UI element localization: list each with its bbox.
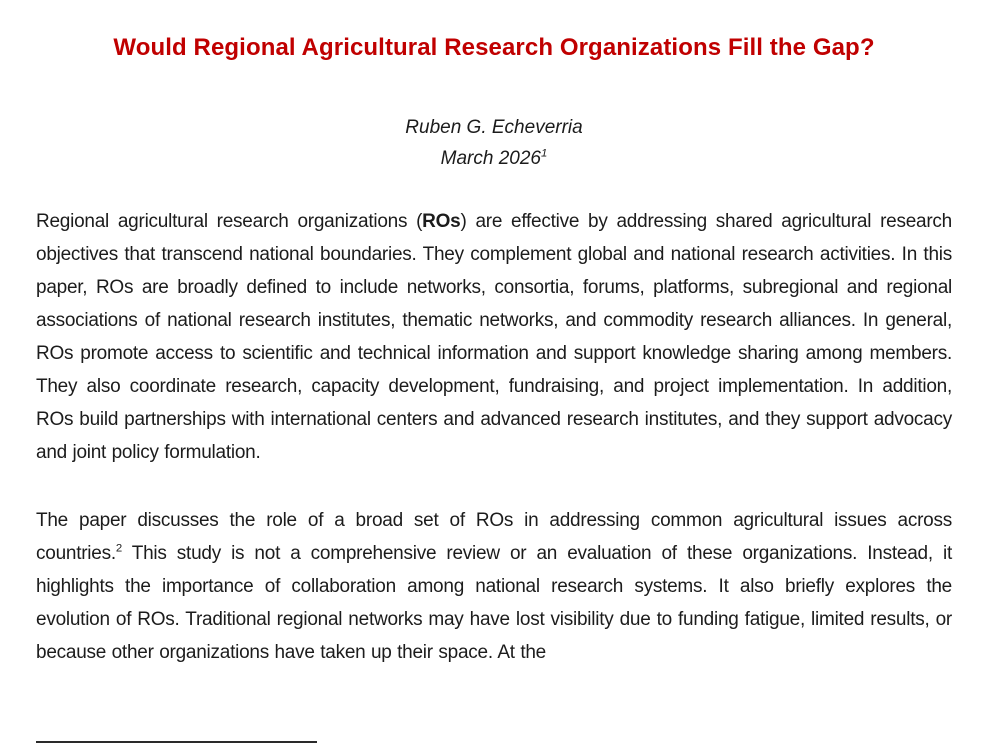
- paper-title: Would Regional Agricultural Research Organizations Fill the Gap?: [113, 34, 875, 61]
- footnote-ref-1: 1: [541, 147, 548, 160]
- publication-date: [36, 143, 952, 174]
- byline: [36, 112, 952, 174]
- footnote-separator: [36, 741, 317, 743]
- paragraph-scope: The paper discusses the role of a broad set of ROs in addressing common agricultural issues across countries.$^2$ This study is not a comprehensive review or an evaluation of these organizations. Instead, it highlights the importance of collaboration among national research systems. It also briefly explores the evolution of ROs. Traditional regional networks may have lost visibility due to funding fatigue, limited results, or because other organizations have taken up their space. At the: [36, 510, 952, 663]
- paragraph-intro: Regional agricultural research organizations (ROs) are effective by addressing shared agricultural research objectives that transcend national boundaries. They complement global and national research activities. In this paper, ROs are broadly defined to include networks, consortia, forums, platforms, subregional and regional associations of national research institutes, thematic networks, and commodity research alliances. In general, ROs promote access to scientific and technical information and support knowledge sharing among members. They also coordinate research, capacity development, fundraising, and project implementation. In addition, ROs build partnerships with international centers and advanced research institutes, and they support advocacy and joint policy formulation.: [36, 211, 952, 463]
- paper-page: [0, 30, 1000, 749]
- author-name: Ruben G. Echeverria: [405, 117, 583, 138]
- date-text: March 2026: [440, 148, 541, 169]
